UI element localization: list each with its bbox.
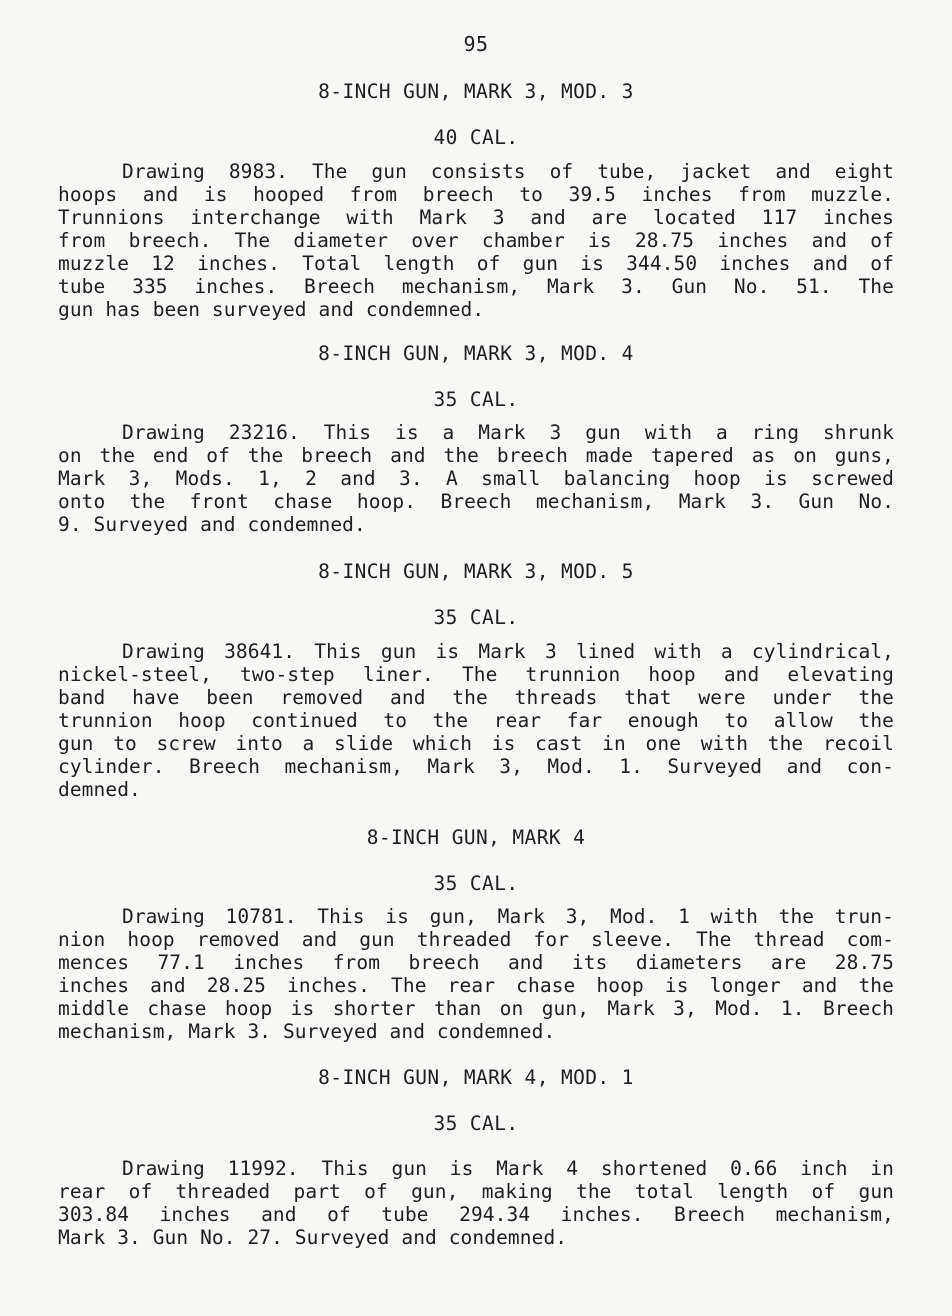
section-heading: 8-INCH GUN, MARK 3, MOD. 4 (318, 342, 634, 365)
section-caliber: 35 CAL. (433, 388, 519, 411)
paragraph-line: from breech. The diameter over chamber is 28.75 inches and of (58, 229, 894, 252)
page-number: 95 (463, 32, 489, 56)
paragraph-line: inches and 28.25 inches. The rear chase hoop is longer and the (58, 974, 894, 997)
paragraph-line: gun to screw into a slide which is cast in one with the recoil (58, 732, 894, 755)
paragraph-line: on the end of the breech and the breech made tapered as on guns, (58, 444, 894, 467)
paragraph-line: mechanism, Mark 3. Surveyed and condemned. (58, 1020, 556, 1043)
paragraph-line: Drawing 11992. This gun is Mark 4 shortened 0.66 inch in (122, 1157, 894, 1180)
paragraph-line: 303.84 inches and of tube 294.34 inches. Breech mechanism, (58, 1203, 894, 1226)
paragraph-line: middle chase hoop is shorter than on gun, Mark 3, Mod. 1. Breech (58, 997, 894, 1020)
section-heading: 8-INCH GUN, MARK 4, MOD. 1 (318, 1066, 634, 1089)
paragraph-line: gun has been surveyed and condemned. (58, 298, 485, 321)
section-paragraph (58, 640, 894, 801)
paragraph-line: nickel-steel, two-step liner. The trunnion hoop and elevating (58, 663, 894, 686)
section-paragraph (58, 160, 894, 321)
section-caliber: 40 CAL. (433, 126, 519, 149)
paragraph-line: Mark 3, Mods. 1, 2 and 3. A small balancing hoop is screwed (58, 467, 894, 490)
paragraph-line: Trunnions interchange with Mark 3 and are located 117 inches (58, 206, 894, 229)
paragraph-line: Drawing 23216. This is a Mark 3 gun with a ring shrunk (122, 421, 894, 444)
section-heading: 8-INCH GUN, MARK 3, MOD. 5 (318, 560, 634, 583)
paragraph-line: Mark 3. Gun No. 27. Surveyed and condemned. (58, 1226, 568, 1249)
paragraph-line: Drawing 38641. This gun is Mark 3 lined with a cylindrical, (122, 640, 894, 663)
paragraph-line: nion hoop removed and gun threaded for sleeve. The thread com- (58, 928, 894, 951)
paragraph-line: Drawing 8983. The gun consists of tube, jacket and eight (122, 160, 894, 183)
paragraph-line: 9. Surveyed and condemned. (58, 513, 366, 536)
paragraph-line: Drawing 10781. This is gun, Mark 3, Mod. 1 with the trun- (122, 905, 894, 928)
paragraph-line: cylinder. Breech mechanism, Mark 3, Mod. 1. Surveyed and con- (58, 755, 894, 778)
section-paragraph (58, 905, 894, 1043)
paragraph-line: demned. (58, 778, 141, 801)
section-heading: 8-INCH GUN, MARK 4 (366, 826, 586, 849)
section-paragraph (58, 1157, 894, 1249)
section-caliber: 35 CAL. (433, 606, 519, 629)
section-caliber: 35 CAL. (433, 872, 519, 895)
paragraph-line: mences 77.1 inches from breech and its diameters are 28.75 (58, 951, 894, 974)
paragraph-line: tube 335 inches. Breech mechanism, Mark 3. Gun No. 51. The (58, 275, 894, 298)
section-heading: 8-INCH GUN, MARK 3, MOD. 3 (318, 80, 634, 103)
paragraph-line: band have been removed and the threads that were under the (58, 686, 894, 709)
paragraph-line: onto the front chase hoop. Breech mechanism, Mark 3. Gun No. (58, 490, 894, 513)
paragraph-line: muzzle 12 inches. Total length of gun is 344.50 inches and of (58, 252, 894, 275)
paragraph-line: hoops and is hooped from breech to 39.5 inches from muzzle. (58, 183, 894, 206)
section-caliber: 35 CAL. (433, 1112, 519, 1135)
section-paragraph (58, 421, 894, 536)
paragraph-line: rear of threaded part of gun, making the total length of gun (58, 1180, 894, 1203)
paragraph-line: trunnion hoop continued to the rear far enough to allow the (58, 709, 894, 732)
